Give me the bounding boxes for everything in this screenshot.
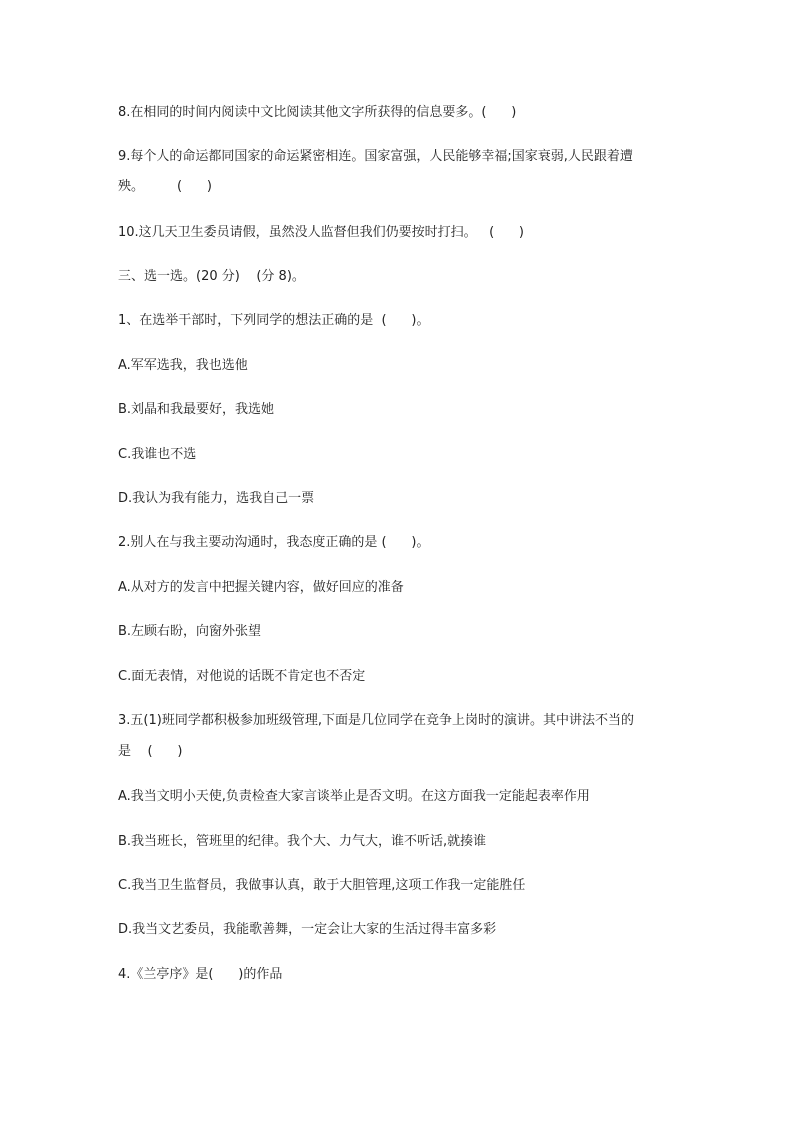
mc-question-3-option-d: D.我当文艺委员，我能歌善舞，一定会让大家的生活过得丰富多彩 xyxy=(118,922,497,937)
mc-question-1: 1、在选举干部时，下列同学的想法正确的是 ( )。 xyxy=(118,313,430,328)
question-10-text: 10.这几天卫生委员请假，虽然没人监督但我们仍要按时打扫。 ( ) xyxy=(118,225,525,240)
mc-question-2-option-b: B.左顾右盼，向窗外张望 xyxy=(118,624,262,639)
mc-question-2-option-a: A.从对方的发言中把握关键内容，做好回应的准备 xyxy=(118,580,404,595)
mc-question-1-option-c: C.我谁也不选 xyxy=(118,447,197,462)
mc-question-3-option-c: C.我当卫生监督员，我做事认真，敢于大胆管理,这项工作我一定能胜任 xyxy=(118,878,526,893)
mc-question-3-line-1: 3.五(1)班同学都积极参加班级管理,下面是几位同学在竞争上岗时的演讲。其中讲法不当的 xyxy=(118,713,634,728)
mc-question-1-option-d: D.我认为我有能力，选我自己一票 xyxy=(118,491,315,506)
mc-question-2: 2.别人在与我主要动沟通时，我态度正确的是 ( )。 xyxy=(118,535,430,550)
mc-question-3-option-a: A.我当文明小天使,负责检查大家言谈举止是否文明。在这方面我一定能起表率作用 xyxy=(118,789,590,804)
question-8-text: 8.在相同的时间内阅读中文比阅读其他文字所获得的信息要多。( ) xyxy=(118,105,517,120)
section-3-heading: 三、选一选。(20 分) (分 8)。 xyxy=(118,269,305,284)
question-9-text-line-2: 殃。 ( ) xyxy=(118,179,212,194)
mc-question-1-option-b: B.刘晶和我最要好，我选她 xyxy=(118,402,275,417)
mc-question-4: 4.《兰亭序》是( )的作品 xyxy=(118,967,283,982)
question-9-text-line-1: 9.每个人的命运都同国家的命运紧密相连。国家富强，人民能够幸福;国家衰弱,人民跟着遭 xyxy=(118,149,633,164)
mc-question-3-option-b: B.我当班长，管班里的纪律。我个大、力气大，谁不听话,就揍谁 xyxy=(118,834,487,849)
mc-question-2-option-c: C.面无表情，对他说的话既不肯定也不否定 xyxy=(118,669,366,684)
mc-question-1-option-a: A.军军选我，我也选他 xyxy=(118,358,248,373)
mc-question-3-line-2: 是 ( ) xyxy=(118,744,183,759)
